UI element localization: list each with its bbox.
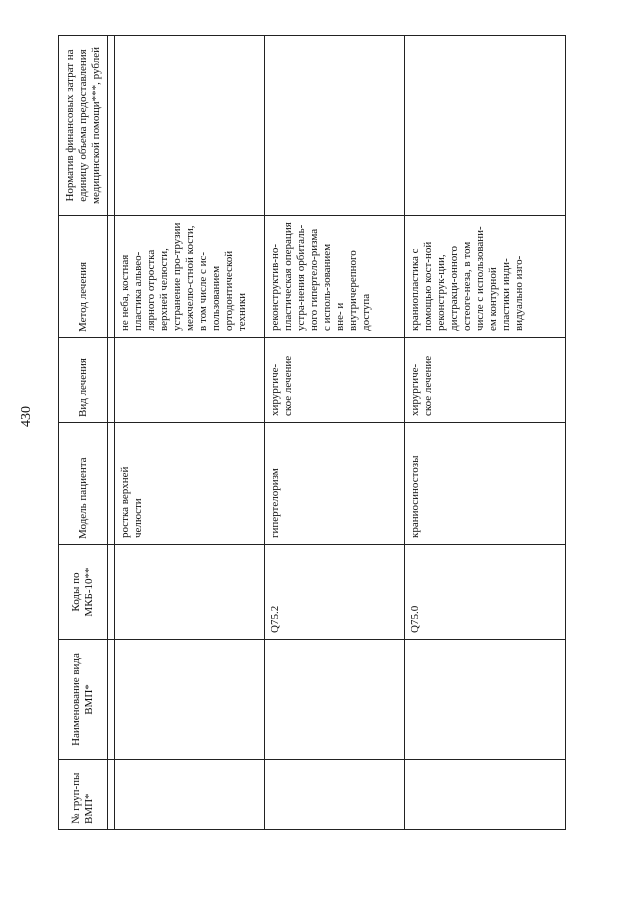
table-row (265, 36, 405, 830)
header-group-no: № груп-пы ВМП* (59, 760, 108, 830)
cell-name (405, 640, 566, 760)
cell-norm (115, 36, 265, 216)
treatment-table (58, 35, 566, 830)
cell-name (265, 640, 405, 760)
spacer-cell (108, 760, 115, 830)
header-method: Метод лечения (59, 216, 108, 338)
cell-group-no (265, 760, 405, 830)
spacer-cell (108, 545, 115, 640)
cell-group-no (405, 760, 566, 830)
header-norm: Норматив финансовых затрат на единицу объема предоставления медицинской помощи***, рублей (59, 36, 108, 216)
table-header-row (59, 36, 108, 830)
cell-codes: Q75.0 (405, 545, 566, 640)
rotated-table-content (58, 36, 566, 830)
cell-name (115, 640, 265, 760)
cell-codes (115, 545, 265, 640)
header-codes: Коды по МКБ-10** (59, 545, 108, 640)
cell-group-no (115, 760, 265, 830)
cell-method: краниопластика с помощью кост-ной реконструк-ции, дистракци-онного остеоге-неза, в том числе с использовани-ем контурной пластики инди-видуально изго- (405, 216, 566, 338)
cell-norm (405, 36, 566, 216)
spacer-cell (108, 36, 115, 216)
cell-model: краниосиностозы (405, 423, 566, 545)
cell-type: хирургиче-ское лечение (265, 338, 405, 423)
header-name: Наименование вида ВМП* (59, 640, 108, 760)
cell-method: реконструктив-но-пластическая операция устра-нения орбиталь-ного гипертело-ризма с исполь-зованием вне- и внутричерепного доступа (265, 216, 405, 338)
cell-codes: Q75.2 (265, 545, 405, 640)
spacer-cell (108, 216, 115, 338)
cell-model: ростка верхней челюсти (115, 423, 265, 545)
cell-type (115, 338, 265, 423)
cell-method: не неба, костная пластика альвео-лярного отростка верхней челюсти, устранение про-трузии межчелю-стной кости, в том числе с ис-пользованием ортодонтической техники (115, 216, 265, 338)
rotated-table-wrapper (58, 36, 566, 830)
spacer-cell (108, 640, 115, 760)
spacer-cell (108, 423, 115, 545)
page-number: 430 (19, 406, 34, 427)
cell-model: гипертелоризм (265, 423, 405, 545)
header-type: Вид лечения (59, 338, 108, 423)
cell-type: хирургиче-ское лечение (405, 338, 566, 423)
table-row (115, 36, 265, 830)
table-row (405, 36, 566, 830)
spacer-cell (108, 338, 115, 423)
cell-norm (265, 36, 405, 216)
table-spacer-row (108, 36, 115, 830)
header-model: Модель пациента (59, 423, 108, 545)
